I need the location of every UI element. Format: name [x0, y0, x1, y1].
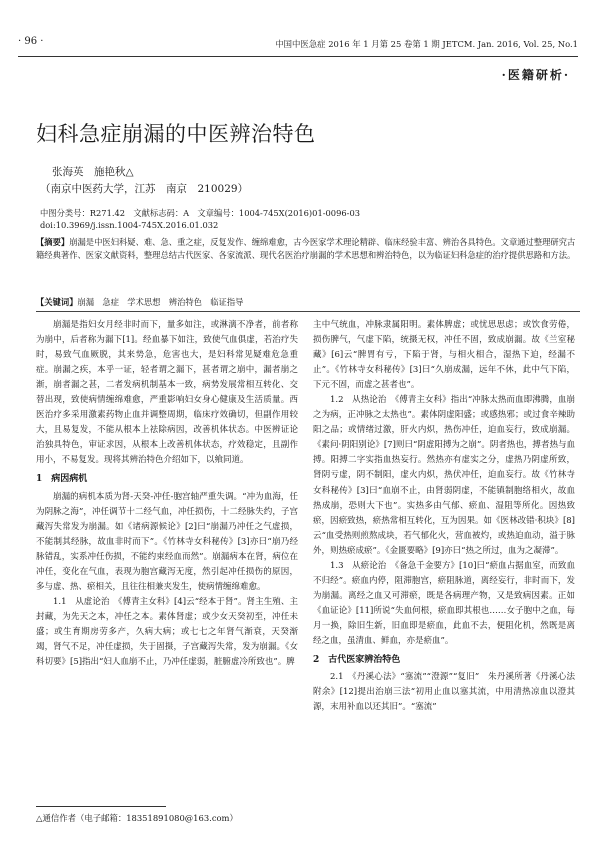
keywords-text: 崩漏 急症 学术思想 辨治特色 临证指导 [77, 297, 244, 307]
abstract [36, 236, 580, 288]
keywords-rule [36, 311, 580, 312]
abstract-label: 【摘要】 [36, 237, 70, 247]
abstract-text: 崩漏是中医妇科疑、难、急、重之症，反复发作、缠绵难愈，古今医家学术理论精辟、临床经验丰富、辨治各具特色。文章通过整理研究古籍经典著作、医家文献资料，整理总结古代医家、各家流派、现代名医治疗崩漏的学术思想和辨治特色，以为临证妇科急症的治疗提供思路和方法。 [36, 237, 576, 260]
right-continuation: 主中气统血，冲脉隶属阳明。素体脾虚；或忧思思虑；或饮食劳倦，损伤脾气，气虚下陷，统摄无权，冲任不固，致成崩漏。故《兰室秘藏》[6]云“脾胃有亏，下陷于肾，与相火相合，湿热下迫，经漏不止”。《竹林寺女科秘传》[3]曰“久崩成漏，远年不休，此中气下陷，下元不固，而虚之甚者也”。 [313, 320, 575, 391]
left-column [36, 318, 298, 670]
page-number: · 96 · [18, 36, 44, 47]
section-1-3-paragraph: 1.3 从瘀论治 《备急千金要方》[10]曰“瘀血占据血室，而致血不归经”。瘀血内停，阻滞胞宫，瘀阻脉道，离经妄行，非时而下，发为崩漏。离经之血又可滞瘀，既是各病理产物，又是致病因素。正如《血证论》[11]所说“失血何根，瘀血即其根也……女子胞中之血，每月一换，除旧生新，旧血即是瘀血，此血不去，便阻化机，然既是离经之血，虽清血、鲜血，亦是瘀血”。 [313, 560, 575, 646]
intro-paragraph: 崩漏是指妇女月经非时而下，量多如注，或淋漓不净者，前者称为崩中，后者称为漏下[1]。经血暴下如注，致使气血俱虚，若治疗失时，易致气血厥脱，其来势急，危害也大，是妇科常见疑难危急重症。崩漏之疾，本乎一证，轻者谓之漏下，甚者谓之崩中，漏者崩之渐，崩者漏之甚，二者发病机制基本一致，病势发展常相互转化、交替出现，致使病情缠绵难愈，严重影响妇女身心健康及生活质量。西医治疗多采用激素药物止血并调整周期，临床疗效确切，但副作用较大，且易复发，不能从根本上祛除病因，改善机体状态。中医辨证论治独具特色，审证求因，从根本上改善机体状态，疗效稳定，且副作用小，不易复发。现将其辨治特色介绍如下，以飨同道。 [36, 320, 298, 466]
footnote-rule [36, 806, 166, 807]
keywords [36, 296, 243, 308]
header-rule [18, 56, 578, 57]
affiliation: （南京中医药大学，江苏 南京 210029） [40, 183, 249, 195]
keywords-label: 【关键词】 [36, 297, 78, 307]
journal-line: 中国中医急症 2016 年 1 月第 25 卷第 1 期 JETCM. Jan. 2016, Vol. 25, No.1 [275, 39, 578, 49]
right-column [313, 318, 575, 715]
section-1-2-paragraph: 1.2 从热论治 《傅青主女科》指出“冲脉太热而血即沸腾，血崩之为病，正冲脉之太热也”。素体阴虚阳盛；或感热邪；或过食辛辣助阳之品；或情绪过激，肝火内炽，热伤冲任，迫血妄行，致成崩漏。《素问·阴阳别论》[7]则曰“阴虚阳搏为之崩”。阴者热也，搏者热与血搏。阳搏二字实指血热妄行。然热亦有虚实之分，虚热乃阴虚所致，肾阴亏虚，阴不制阳，虚火内炽，热伏冲任，迫血妄行。故《竹林寺女科秘传》[3]曰“血崩不止，由肾弱阴虚，不能镇制胞络相火，故血热成崩，恐则大下也”。实热多由气郁、瘀血、湿阻等所化。因热致瘀，因瘀致热，瘀热常相互转化，互为因果。如《医林改错·积块》[8]云“血受热则煎熬成块，若气郁化火，营血被灼，或热迫血动，溢于脉外，则热瘀成瘀”。《金匮要略》[9]亦曰“热之所过，血为之凝滞”。 [313, 395, 575, 556]
section-2-heading: 2 古代医家辨治特色 [313, 655, 401, 666]
footnote: △通信作者（电子邮箱：18351891080@163.com） [36, 813, 238, 823]
section-2-1-paragraph: 2.1 《丹溪心法》“塞流”“澄源”“复旧” 朱丹溪所著《丹溪心法附余》[12]提出治崩三法“初用止血以塞其流，中用清热凉血以澄其源，末用补血以还其旧”。“塞流” [313, 672, 575, 713]
doi-line: doi:10.3969/j.issn.1004-745X.2016.01.032 [40, 220, 219, 230]
section-1-heading: 1 病因病机 [36, 474, 88, 485]
running-head [0, 36, 600, 50]
article-title: 妇科急症崩漏的中医辨治特色 [36, 122, 316, 146]
section-tag: ·医籍研析· [501, 68, 570, 82]
section-1-paragraph: 崩漏的病机本质为肾-天癸-冲任-胞宫轴严重失调。“冲为血海，任为阴脉之海”，冲任调节十二经气血，冲任损伤，十二经脉失约，子宫藏泻失常发为崩漏。如《诸病源候论》[2]曰“崩漏乃冲任之气虚损，不能制其经脉，故血非时而下”。《竹林寺女科秘传》[3]亦曰“崩乃经脉错乱，实系冲任伤损，不能约束经血而然”。崩漏病本在肾，病位在冲任，变化在气血，表现为胞宫藏泻无度，然引起冲任损伤的原因，多与虚、热、瘀相关，且往往相兼夹发生，使病情缠绵难愈。 [36, 491, 298, 592]
section-1-1-paragraph: 1.1 从虚论治 《傅青主女科》[4]云“经本于肾”。肾主生殖、主封藏，为先天之本，冲任之本。素体肾虚；或少女天癸初至，冲任未盛；或生育期房劳多产，久病大病；或七七之年肾气渐衰，天癸渐竭，肾气不足，冲任虚损，失于固摄，子宫藏泻失常，发为崩漏。《女科切要》[5]指出“妇人血崩不止，乃冲任虚弱，脏腑虚冷所致也”。脾 [36, 596, 298, 668]
classification-line: 中图分类号：R271.42 文献标志码：A 文章编号：1004-745X(2016)01-0096-03 [40, 208, 360, 218]
authors: 张海英 施艳秋△ [52, 166, 134, 178]
